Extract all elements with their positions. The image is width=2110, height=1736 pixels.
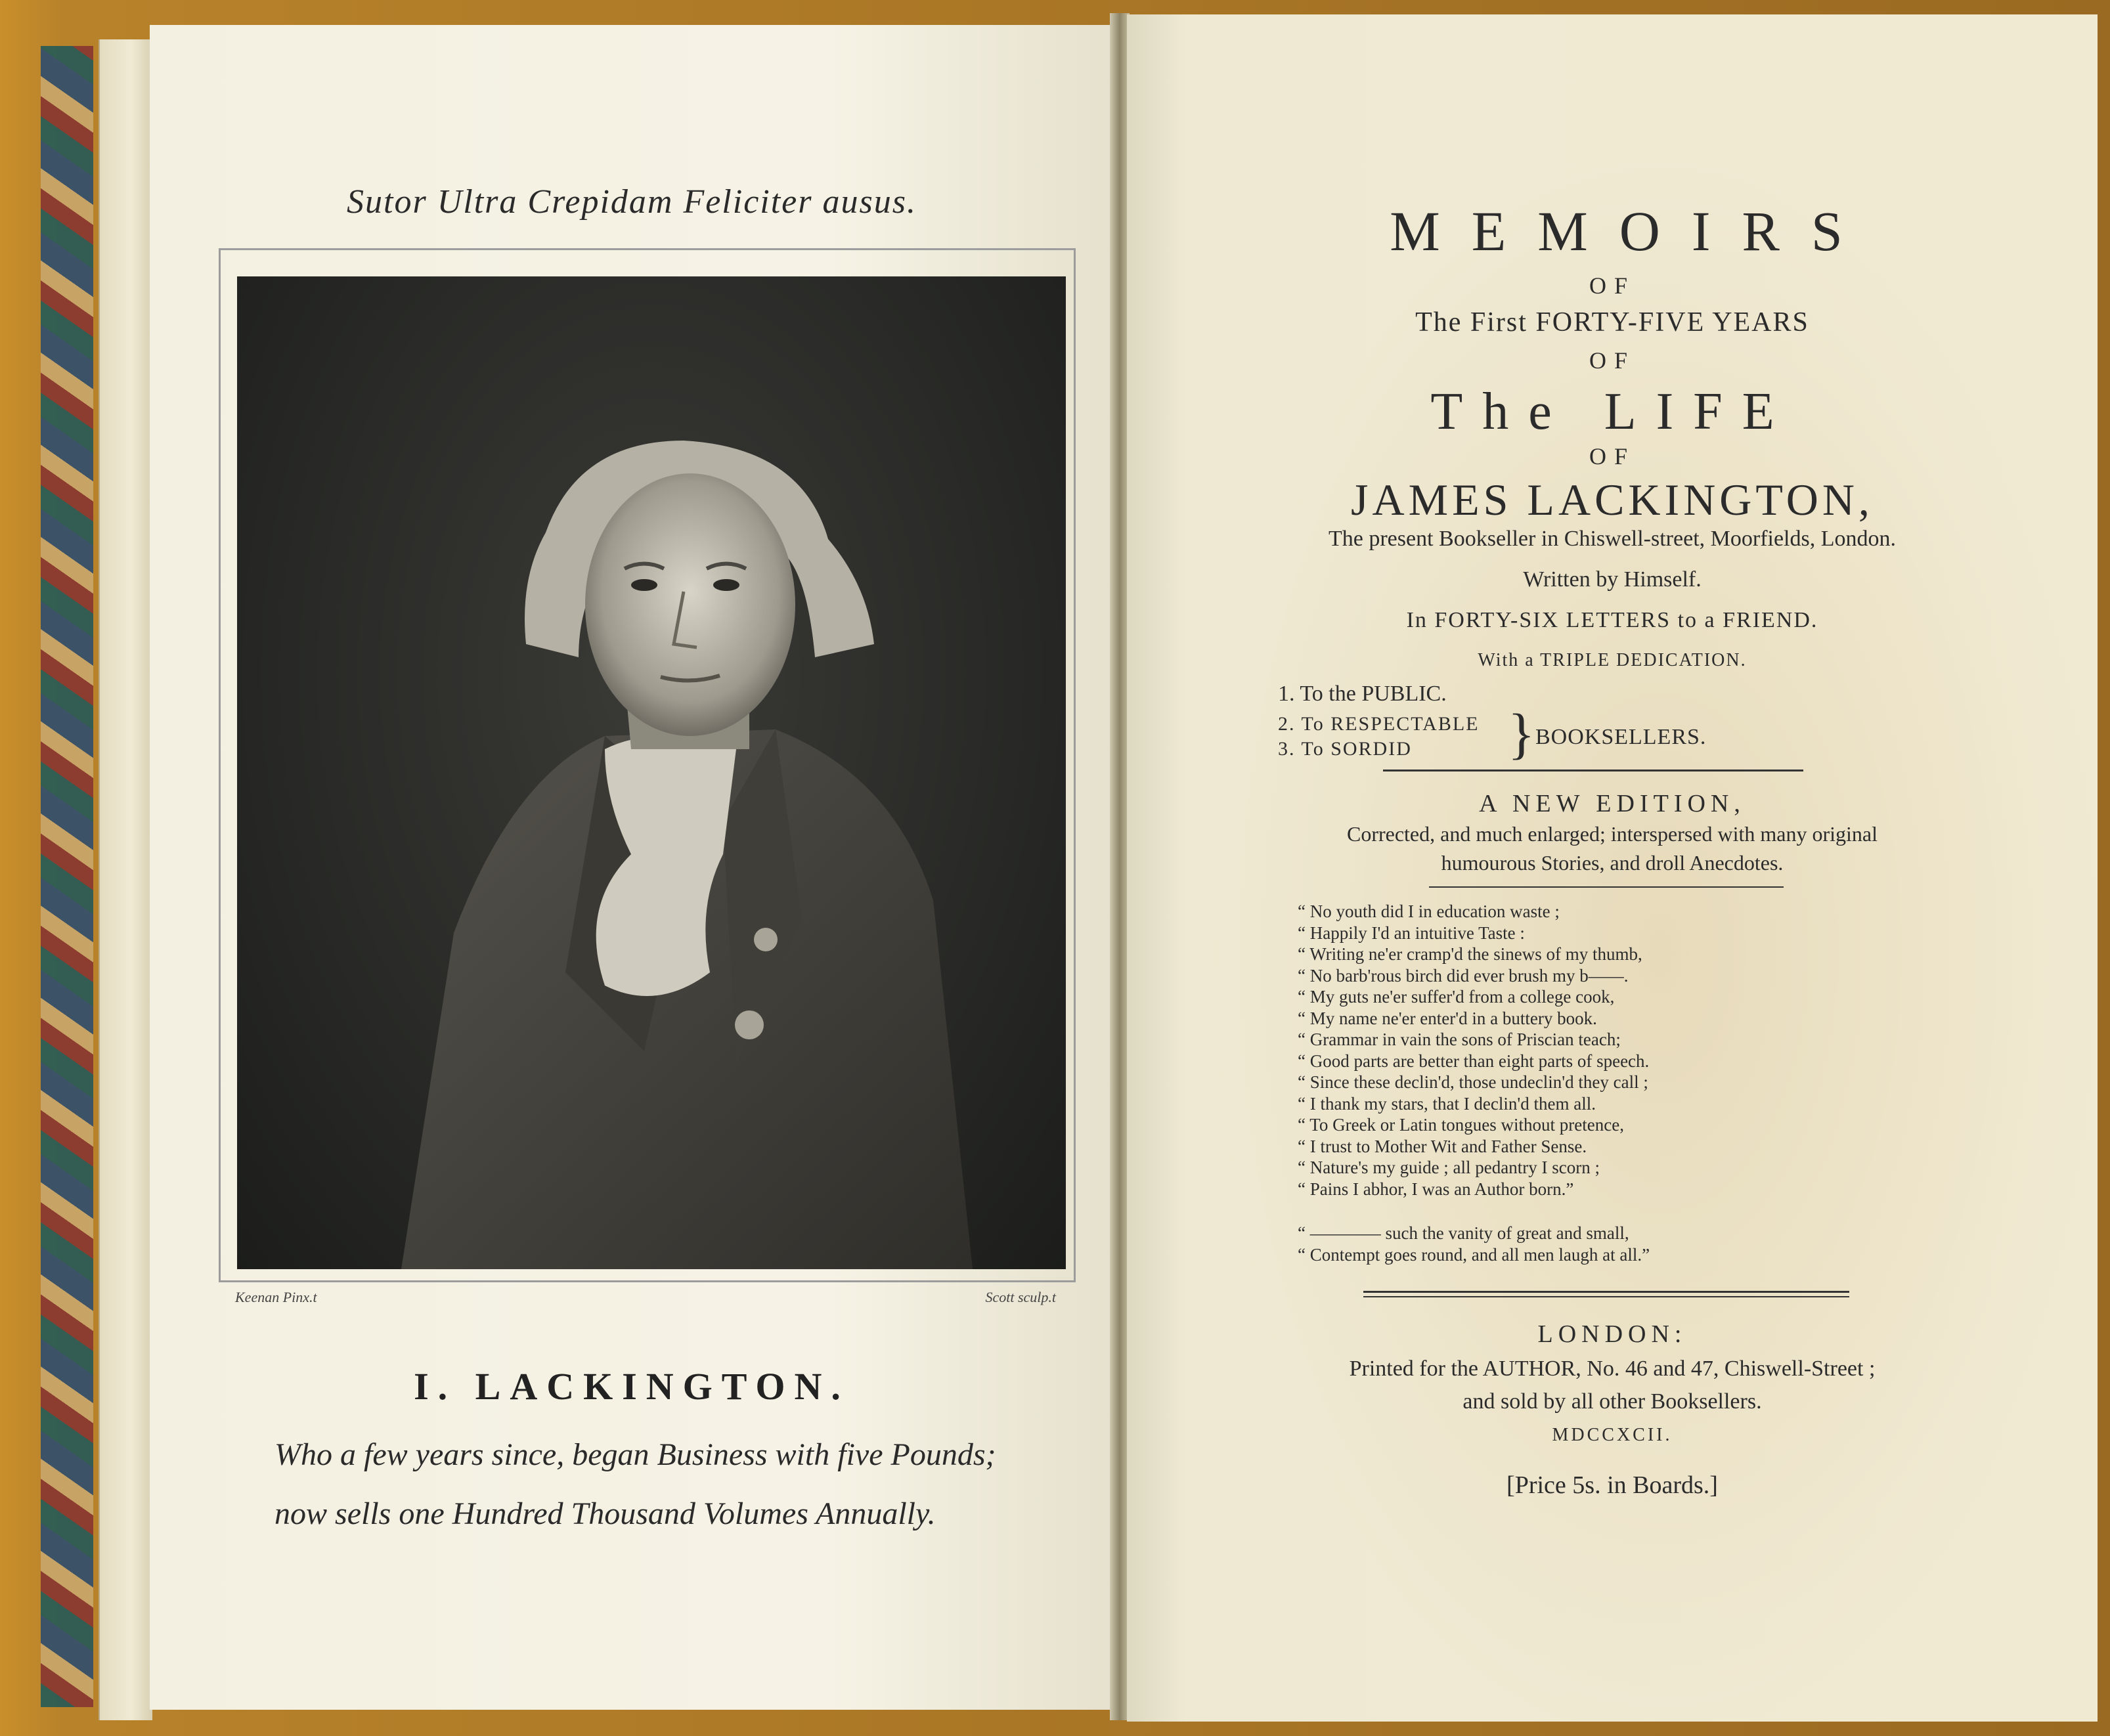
poem-line: “ Pains I abhor, I was an Author born.”	[1298, 1179, 1574, 1199]
title-first-years: The First FORTY-FIVE YEARS	[1415, 307, 1809, 337]
poem-line: “ Good parts are better than eight parts of speech.	[1298, 1051, 1650, 1071]
epigraph-poem	[1298, 901, 1954, 1200]
booksellers-label: BOOKSELLERS.	[1535, 725, 1707, 749]
page-edges	[99, 39, 152, 1720]
title-of-1: OF	[1589, 272, 1636, 299]
dedication-2: 2. To RESPECTABLE	[1278, 713, 1480, 735]
rule-1	[1383, 770, 1803, 771]
portrait-frame	[219, 248, 1076, 1282]
poem-line: “ ———— such the vanity of great and small,	[1298, 1223, 1629, 1243]
title-of-2: OF	[1589, 347, 1636, 374]
imprint-place: LONDON:	[1537, 1320, 1687, 1348]
title-of-3: OF	[1589, 443, 1636, 469]
poem-line: “ No youth did I in education waste ;	[1298, 901, 1560, 921]
humourous-line: humourous Stories, and droll Anecdotes.	[1441, 851, 1784, 875]
rule-2	[1429, 886, 1784, 888]
brace-symbol: }	[1508, 702, 1535, 765]
price-line: [Price 5s. in Boards.]	[1506, 1471, 1718, 1499]
dedication-3: 3. To SORDID	[1278, 738, 1412, 760]
corrected-line: Corrected, and much enlarged; interspersed with many original	[1346, 822, 1878, 846]
author-name: JAMES LACKINGTON,	[1351, 475, 1874, 525]
dedication-1: 1. To the PUBLIC.	[1278, 682, 1447, 706]
title-page	[1127, 14, 2098, 1722]
imprint-year: MDCCXCII.	[1552, 1425, 1673, 1445]
written-by: Written by Himself.	[1523, 567, 1702, 592]
poem-line: “ Grammar in vain the sons of Priscian teach;	[1298, 1030, 1621, 1049]
edition-line: A NEW EDITION,	[1479, 790, 1746, 817]
poem-line: “ Contempt goes round, and all men laugh at all.”	[1298, 1244, 1650, 1265]
portrait-figure	[237, 276, 1066, 1269]
marbled-endpaper	[41, 46, 93, 1707]
poem-line: “ Writing ne'er cramp'd the sinews of my thumb,	[1298, 944, 1642, 964]
imprint-sold-by: and sold by all other Booksellers.	[1462, 1389, 1762, 1414]
inscription-line-2: now sells one Hundred Thousand Volumes Annually.	[275, 1496, 936, 1531]
engraver-credit: Scott sculp.t	[985, 1289, 1056, 1305]
sitter-name: I. LACKINGTON.	[414, 1365, 850, 1408]
poem-line: “ Nature's my guide ; all pedantry I scorn ;	[1298, 1158, 1600, 1177]
poem-line: “ I trust to Mother Wit and Father Sense.	[1298, 1136, 1587, 1156]
poem-line: “ To Greek or Latin tongues without pretence,	[1298, 1115, 1624, 1135]
inscription-line-1: Who a few years since, began Business with five Pounds;	[275, 1437, 996, 1472]
motto: Sutor Ultra Crepidam Feliciter ausus.	[347, 183, 917, 221]
author-occupation: The present Bookseller in Chiswell-street, Moorfields, London.	[1329, 527, 1896, 551]
frontispiece-page	[150, 25, 1114, 1710]
poem-line: “ My guts ne'er suffer'd from a college cook,	[1298, 987, 1615, 1007]
double-rule-bottom	[1363, 1296, 1849, 1297]
engraving-credits	[235, 1289, 1056, 1322]
poem-line: “ Happily I'd an intuitive Taste :	[1298, 922, 1525, 943]
poem-line: “ Since these declin'd, those undeclin'd they call ;	[1298, 1072, 1648, 1092]
portrait-engraving	[237, 276, 1066, 1269]
imprint-printed-for: Printed for the AUTHOR, No. 46 and 47, Chiswell-Street ;	[1349, 1356, 1876, 1381]
painter-credit: Keenan Pinx.t	[235, 1289, 317, 1305]
poem-line: “ No barb'rous birch did ever brush my b——.	[1298, 965, 1629, 986]
title-memoirs: MEMOIRS	[1390, 200, 1874, 263]
poem-line: “ I thank my stars, that I declin'd them all.	[1298, 1093, 1596, 1114]
letters-line: In FORTY-SIX LETTERS to a FRIEND.	[1406, 608, 1818, 632]
epigraph-tail	[1298, 1223, 1954, 1265]
triple-dedication: With a TRIPLE DEDICATION.	[1478, 650, 1747, 670]
title-life: The LIFE	[1430, 383, 1794, 441]
double-rule-top	[1363, 1291, 1849, 1293]
poem-line: “ My name ne'er enter'd in a buttery book.	[1298, 1008, 1597, 1028]
